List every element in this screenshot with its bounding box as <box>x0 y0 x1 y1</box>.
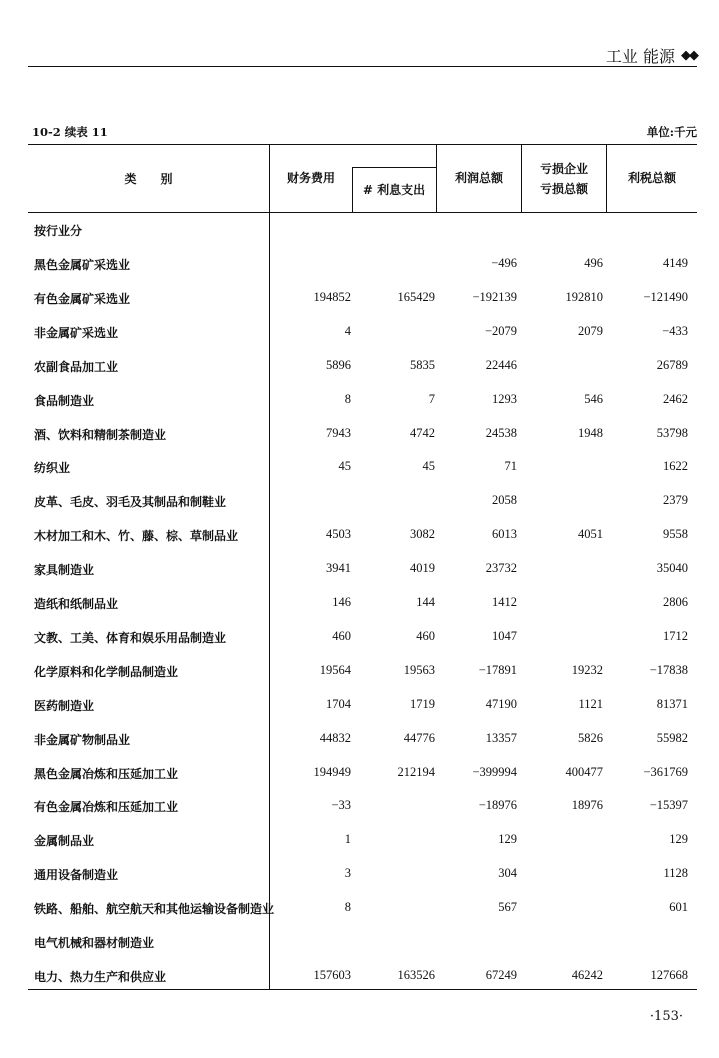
row-value-c3: 47190 <box>485 696 517 711</box>
row-category: 木材加工和木、竹、藤、棕、草制品业 <box>34 529 239 544</box>
row-value-c1: 44832 <box>319 730 351 745</box>
row-value-c1: 8 <box>344 391 351 406</box>
row-category: 农副食品加工业 <box>34 359 119 374</box>
row-value-c2: 7 <box>428 391 435 406</box>
row-value-c3: 1047 <box>492 628 517 643</box>
row-value-c3: 71 <box>504 459 517 474</box>
row-value-c5: 2462 <box>663 391 688 406</box>
column-divider <box>521 144 522 212</box>
row-category: 电力、热力生产和供应业 <box>34 969 167 984</box>
row-value-c5: −121490 <box>643 289 688 304</box>
row-value-c4: 1948 <box>578 425 603 440</box>
table-bottom-rule <box>28 989 697 990</box>
row-value-c2: 460 <box>416 628 435 643</box>
row-value-c1: 3 <box>344 866 351 881</box>
table-top-rule <box>28 144 697 145</box>
table-row <box>28 731 697 751</box>
running-header <box>606 44 697 67</box>
row-value-c1: −33 <box>331 798 351 813</box>
table-row <box>28 595 697 615</box>
row-value-c4: 546 <box>584 391 603 406</box>
row-value-c1: 4503 <box>326 527 351 542</box>
row-value-c5: −361769 <box>643 764 688 779</box>
row-value-c4: 400477 <box>565 764 603 779</box>
table-row <box>28 358 697 378</box>
row-value-c4: 19232 <box>571 662 603 677</box>
row-value-c5: 1622 <box>663 459 688 474</box>
row-value-c2: 165429 <box>397 289 435 304</box>
table-row <box>28 459 697 479</box>
section-label: 按行业分 <box>34 224 83 238</box>
row-value-c1: 4 <box>344 323 351 338</box>
table-row <box>28 866 697 886</box>
row-value-c4: 2079 <box>578 323 603 338</box>
row-value-c4: 18976 <box>571 798 603 813</box>
row-category: 有色金属冶炼和压延加工业 <box>34 800 179 815</box>
diamond-ornament-icon: ◆◆ <box>681 48 697 63</box>
row-value-c4: 4051 <box>578 527 603 542</box>
row-category: 文教、工美、体育和娱乐用品制造业 <box>34 630 227 645</box>
table-row <box>28 934 697 954</box>
row-category: 有色金属矿采选业 <box>34 291 131 306</box>
row-value-c5: 9558 <box>663 527 688 542</box>
page-number: ·153· <box>649 1009 683 1024</box>
row-value-c1: 194852 <box>313 289 351 304</box>
row-value-c3: 6013 <box>492 527 517 542</box>
row-value-c5: 2806 <box>663 595 688 609</box>
table-row <box>28 493 697 513</box>
row-value-c2: 163526 <box>397 967 435 982</box>
row-value-c5: 1712 <box>663 628 688 643</box>
row-category: 黑色金属矿采选业 <box>34 258 131 272</box>
table-row <box>28 561 697 581</box>
row-value-c3: 22446 <box>485 357 517 372</box>
table-row <box>28 663 697 683</box>
row-category: 通用设备制造业 <box>34 868 119 883</box>
row-value-c5: −17838 <box>649 662 688 677</box>
row-category: 家具制造业 <box>34 563 95 578</box>
row-value-c2: 44776 <box>403 730 435 745</box>
row-value-c1: 19564 <box>319 662 351 677</box>
header-total-profit: 利润总额 <box>454 171 503 185</box>
unit-label: 单位:千元 <box>646 125 697 139</box>
table-row <box>28 290 697 310</box>
row-value-c3: 23732 <box>485 561 517 576</box>
row-value-c1: 45 <box>338 459 351 474</box>
row-value-c2: 144 <box>416 595 435 609</box>
row-value-c3: 13357 <box>485 730 517 745</box>
header-rule <box>28 66 697 67</box>
row-value-c1: 3941 <box>326 561 351 576</box>
row-value-c5: 601 <box>669 900 688 915</box>
row-value-c2: 3082 <box>410 527 435 542</box>
table-row <box>28 765 697 785</box>
table-row <box>28 798 697 818</box>
row-category: 食品制造业 <box>34 393 95 408</box>
row-value-c4: 192810 <box>565 289 603 304</box>
table-row <box>28 426 697 446</box>
row-value-c2: 212194 <box>397 764 435 779</box>
row-value-c2: 4019 <box>410 561 435 576</box>
row-value-c1: 1 <box>344 832 351 847</box>
row-value-c1: 157603 <box>313 967 351 982</box>
row-value-c3: −17891 <box>478 662 517 677</box>
row-category: 黑色金属冶炼和压延加工业 <box>34 766 179 781</box>
row-value-c3: 304 <box>498 866 517 881</box>
row-value-c3: 129 <box>498 832 517 847</box>
row-value-c1: 7943 <box>326 425 351 440</box>
table-row <box>28 392 697 412</box>
row-category: 非金属矿采选业 <box>34 325 119 340</box>
row-value-c3: −496 <box>491 256 517 270</box>
row-value-c5: 1128 <box>663 866 688 881</box>
row-value-c5: 53798 <box>656 425 688 440</box>
row-value-c4: 496 <box>584 256 603 270</box>
row-value-c3: 2058 <box>492 493 517 508</box>
table-row <box>28 527 697 547</box>
row-value-c5: 35040 <box>656 561 688 576</box>
table-row <box>28 900 697 920</box>
row-value-c3: −399994 <box>472 764 517 779</box>
header-profit-tax: 利税总额 <box>627 171 676 185</box>
row-value-c5: 4149 <box>663 256 688 270</box>
row-value-c5: 2379 <box>663 493 688 508</box>
row-value-c1: 146 <box>332 595 351 609</box>
running-header-title: 工业 能源 <box>605 47 675 66</box>
row-value-c4: 5826 <box>578 730 603 745</box>
row-value-c2: 1719 <box>410 696 435 711</box>
header-interest: # 利息支出 <box>362 183 426 197</box>
row-value-c5: −15397 <box>649 798 688 813</box>
row-value-c3: 1412 <box>492 595 517 609</box>
row-category: 铁路、船舶、航空航天和其他运输设备制造业 <box>34 902 275 917</box>
row-value-c5: 55982 <box>656 730 688 745</box>
table-row <box>28 256 697 276</box>
table-row <box>28 832 697 852</box>
row-value-c5: −433 <box>662 323 688 338</box>
row-category: 电气机械和器材制造业 <box>34 936 155 950</box>
row-value-c4: 46242 <box>571 967 603 982</box>
header-loss-total: 亏损总额 <box>539 182 588 196</box>
row-category: 纺织业 <box>34 461 71 476</box>
row-value-c3: −2079 <box>484 323 517 338</box>
row-value-c4: 1121 <box>578 696 603 711</box>
row-value-c1: 8 <box>344 900 351 915</box>
row-value-c1: 194949 <box>313 764 351 779</box>
row-value-c1: 5896 <box>326 357 351 372</box>
table-row <box>28 968 697 988</box>
section-row <box>28 222 697 242</box>
row-category: 非金属矿物制品业 <box>34 732 131 747</box>
row-value-c1: 460 <box>332 628 351 643</box>
row-value-c3: 67249 <box>485 967 517 982</box>
header-loss-enterprises: 亏损企业 <box>539 162 588 176</box>
row-value-c5: 81371 <box>656 696 688 711</box>
row-value-c3: −192139 <box>472 289 517 304</box>
row-value-c2: 5835 <box>410 357 435 372</box>
row-category: 金属制品业 <box>34 834 95 849</box>
row-value-c3: −18976 <box>478 798 517 813</box>
row-category: 化学原料和化学制品制造业 <box>34 664 179 679</box>
table-id: 10-2 续表 11 <box>32 125 108 139</box>
row-value-c2: 45 <box>422 459 435 474</box>
row-category: 造纸和纸制品业 <box>34 597 119 611</box>
table-row <box>28 324 697 344</box>
table-row <box>28 697 697 717</box>
header-category: 类 别 <box>124 172 173 186</box>
row-value-c2: 4742 <box>410 425 435 440</box>
row-category: 酒、饮料和精制茶制造业 <box>34 427 167 442</box>
row-value-c3: 567 <box>498 900 517 915</box>
row-value-c3: 1293 <box>492 391 517 406</box>
row-value-c5: 26789 <box>656 357 688 372</box>
row-category: 医药制造业 <box>34 698 95 713</box>
header-bottom-rule <box>28 212 697 213</box>
row-value-c1: 1704 <box>326 696 351 711</box>
row-value-c5: 129 <box>669 832 688 847</box>
row-value-c2: 19563 <box>403 662 435 677</box>
row-value-c3: 24538 <box>485 425 517 440</box>
row-value-c5: 127668 <box>650 967 688 982</box>
header-finance-cost: 财务费用 <box>286 171 335 185</box>
table-row <box>28 629 697 649</box>
row-category: 皮革、毛皮、羽毛及其制品和制鞋业 <box>34 495 227 510</box>
